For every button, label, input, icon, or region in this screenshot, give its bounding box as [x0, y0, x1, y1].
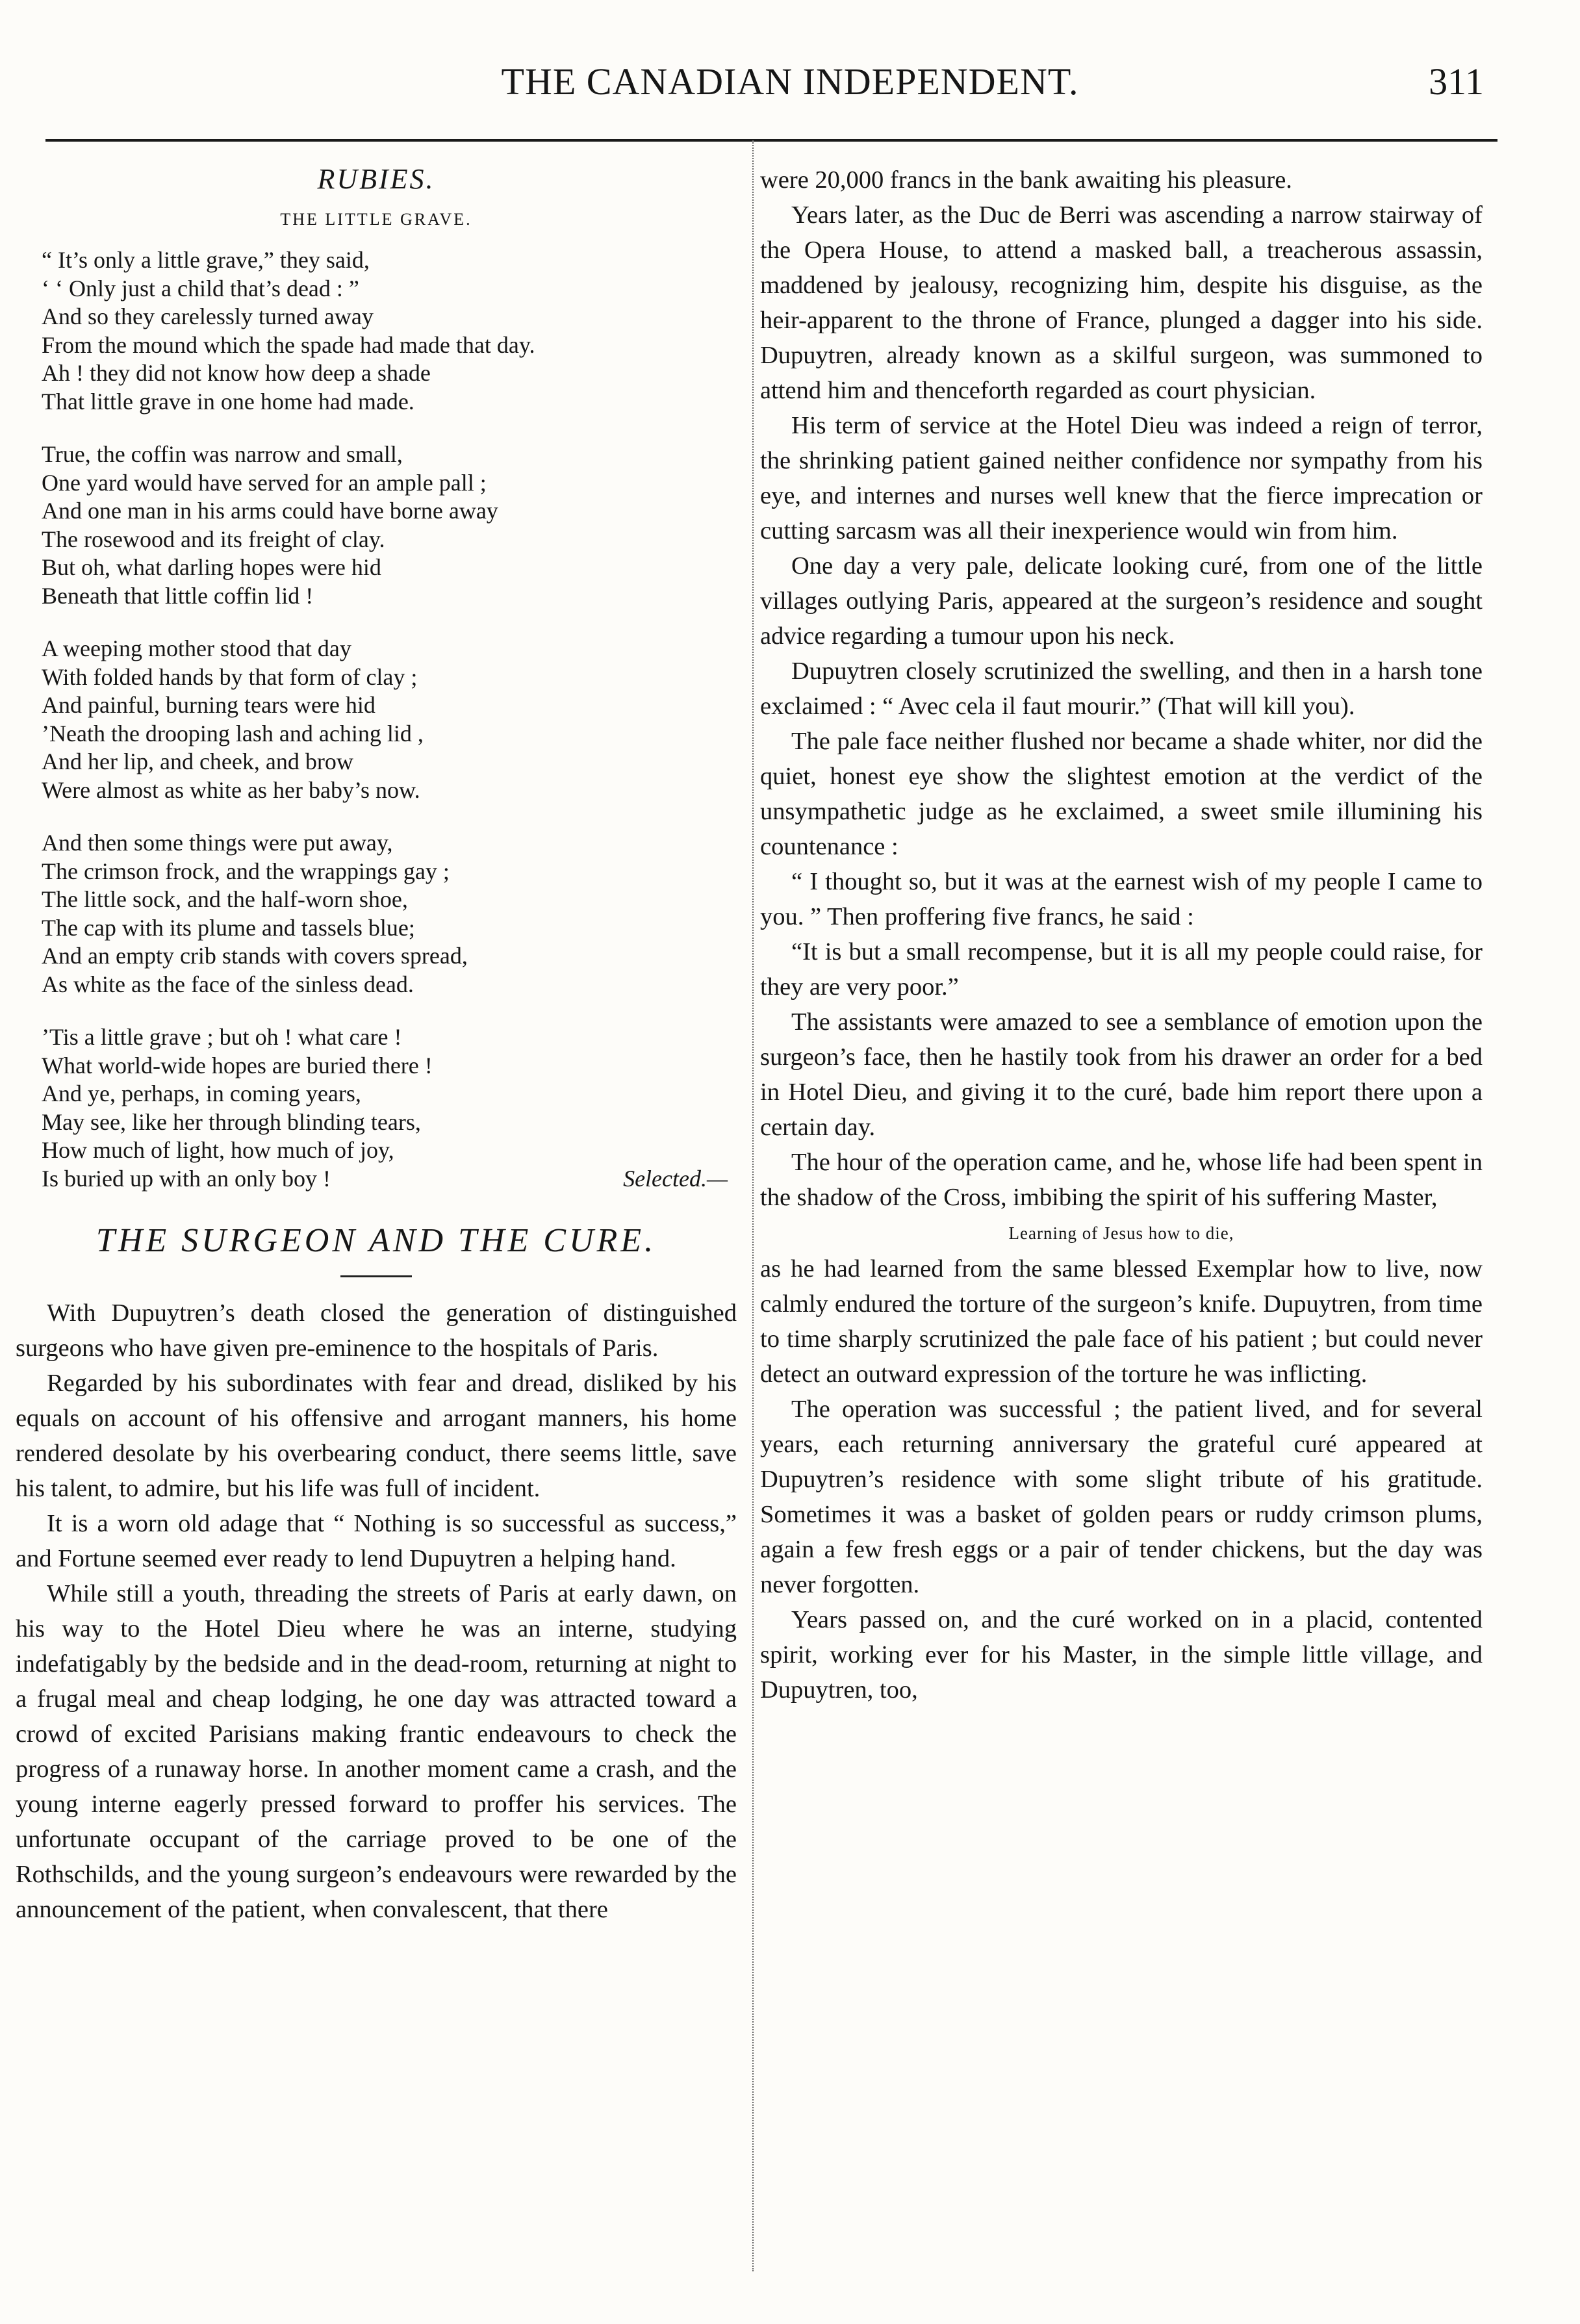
poem-line: The rosewood and its freight of clay. [42, 526, 385, 552]
article-body-left [16, 1296, 737, 1927]
poem-title: THE LITTLE GRAVE. [280, 210, 472, 229]
poem-line: And ye, perhaps, in coming years, [42, 1080, 361, 1106]
poem-line: But oh, what darling hopes were hid [42, 554, 381, 580]
paragraph: “ I thought so, but it was at the earnest wish of my people I came to you. ” Then proffering five francs, he said : [760, 868, 1483, 930]
poem-line: May see, like her through blinding tears, [42, 1108, 421, 1135]
poem-line: Beneath that little coffin lid ! [42, 582, 314, 609]
poem-line: With folded hands by that form of clay ; [42, 663, 418, 690]
poem-line: And her lip, and cheek, and brow [42, 748, 353, 774]
poem-last-line-row [42, 1165, 737, 1194]
paragraph: The operation was successful ; the patient lived, and for several years, each returning anniversary the grateful curé appeared at Dupuytren’s residence with some slight tribute of his gratitude. Sometimes it was a basket of golden pears or ruddy crimson plums, again a few fresh eggs or a pair of tender chickens, but the day was never forgotten. [760, 1396, 1483, 1598]
poem-line: As white as the face of the sinless dead. [42, 971, 414, 997]
poem-line: ’Neath the drooping lash and aching lid , [42, 720, 424, 747]
poem-stanza [42, 635, 737, 804]
paragraph: Years later, as the Duc de Berri was ascending a narrow stairway of the Opera House, to attend a masked ball, a treacherous assassin, maddened by jealousy, recognizing him, despite his disguise, as the heir-apparent to the throne of France, plunged a dagger into his side. Dupuytren, already known as a skilful surgeon, was summoned to attend him and thenceforth regarded as court physician. [760, 201, 1483, 404]
paragraph: Years passed on, and the curé worked on in a placid, contented spirit, working ever for his Master, in the simple little village, and Dupuytren, too, [760, 1606, 1483, 1704]
poem-line: The crimson frock, and the wrappings gay ; [42, 858, 450, 884]
poem-line: A weeping mother stood that day [42, 635, 351, 661]
paragraph: The pale face neither flushed nor became a shade whiter, nor did the quiet, honest eye show the slightest emotion at the verdict of the unsympathetic judge as he exclaimed, a sweet smile illumining his countenance : [760, 728, 1483, 860]
poem-line: Were almost as white as her baby’s now. [42, 776, 420, 803]
poem-signature: Selected.— [623, 1165, 728, 1192]
header-rule [45, 139, 1497, 142]
poem-line: True, the coffin was narrow and small, [42, 441, 403, 467]
poem-line: One yard would have served for an ample pall ; [42, 469, 487, 496]
poem-line: That little grave in one home had made. [42, 388, 414, 415]
section-title: RUBIES. [317, 163, 435, 195]
paragraph: While still a youth, threading the streets of Paris at early dawn, on his way to the Hotel Dieu where he was an interne, studying indefatigably by the bedside and in the dead-room, returning at night to a frugal meal and cheap lodging, he one day was attracted toward a crowd of excited Parisians making frantic endeavours to check the progress of a runaway horse. In another moment came a crash, and the young interne eagerly pressed forward to proffer his services. The unfortunate occupant of the carriage proved to be one of the Rothschilds, and the young surgeon’s endeavours were rewarded by the announcement of the patient, when convalescent, that there [16, 1580, 737, 1923]
poem-line: ‘ ‘ Only just a child that’s dead : ” [42, 275, 359, 301]
poem-line: How much of light, how much of joy, [42, 1137, 394, 1163]
poem-line: What world-wide hopes are buried there ! [42, 1052, 433, 1079]
poem-line: And painful, burning tears were hid [42, 692, 376, 718]
paragraph: The assistants were amazed to see a semblance of emotion upon the surgeon’s face, then he hastily took from his drawer an order for a bed in Hotel Dieu, and giving it to the curé, bade him report there upon a certain day. [760, 1008, 1483, 1141]
poem-stanza [42, 829, 737, 999]
poem-line: Ah ! they did not know how deep a shade [42, 360, 431, 386]
poem [16, 246, 737, 1193]
paragraph: were 20,000 francs in the bank awaiting his pleasure. [760, 166, 1292, 194]
column-divider [752, 140, 754, 2271]
left-column [16, 162, 737, 1927]
paragraph: Regarded by his subordinates with fear and dread, disliked by his equals on account of his offensive and arrogant manners, his home rendered desolate by his overbearing conduct, there seems little, save his talent, to admire, but his life was full of incident. [16, 1370, 737, 1502]
poem-line: From the mound which the spade had made that day. [42, 331, 535, 358]
page-number: 311 [1429, 60, 1484, 103]
running-title: THE CANADIAN INDEPENDENT. [501, 60, 1079, 103]
poem-stanza [42, 441, 737, 610]
poem-line: And one man in his arms could have borne away [42, 498, 498, 524]
poem-line: The little sock, and the half-worn shoe, [42, 886, 408, 912]
paragraph: The hour of the operation came, and he, whose life had been spent in the shadow of the Cross, imbibing the spirit of his suffering Master, [760, 1149, 1483, 1211]
poem-stanza [42, 246, 737, 416]
title-rule [340, 1275, 412, 1277]
article-body-right [760, 162, 1483, 1707]
paragraph: It is a worn old adage that “ Nothing is so successful as success,” and Fortune seemed ever ready to lend Dupuytren a helping hand. [16, 1510, 737, 1572]
poem-line: “ It’s only a little grave,” they said, [42, 247, 370, 273]
paragraph: as he had learned from the same blessed Exemplar how to live, now calmly endured the torture of the surgeon’s knife. Dupuytren, from time to time sharply scrutinized the pale face of his patient ; but could never detect an outward expression of the torture he was inflicting. [760, 1255, 1483, 1388]
paragraph: His term of service at the Hotel Dieu was indeed a reign of terror, the shrinking patient gained neither confidence nor sympathy from his eye, and internes and nurses well knew that the fierce imprecation or cutting sarcasm was all their inexperience would win from him. [760, 412, 1483, 544]
paragraph: “It is but a small recompense, but it is all my people could raise, for they are very poor.” [760, 938, 1483, 1001]
paragraph: One day a very pale, delicate looking curé, from one of the little villages outlying Paris, appeared at the surgeon’s residence and sought advice regarding a tumour upon his neck. [760, 552, 1483, 650]
quoted-verse: Learning of Jesus how to die, [1008, 1223, 1234, 1243]
right-column [760, 162, 1483, 1707]
poem-line: And then some things were put away, [42, 830, 393, 856]
poem-line: And so they carelessly turned away [42, 303, 374, 329]
paragraph: Dupuytren closely scrutinized the swelling, and then in a harsh tone exclaimed : “ Avec cela il faut mourir.” (That will kill you). [760, 658, 1483, 720]
poem-line: ’Tis a little grave ; but oh ! what care ! [42, 1024, 402, 1050]
poem-stanza [42, 1023, 737, 1193]
article-title: THE SURGEON AND THE CURE. [96, 1222, 657, 1259]
page-header [0, 60, 1580, 112]
poem-line: And an empty crib stands with covers spread, [42, 943, 468, 969]
poem-line: The cap with its plume and tassels blue; [42, 914, 415, 941]
poem-line: Is buried up with an only boy ! [42, 1165, 331, 1192]
paragraph: With Dupuytren’s death closed the generation of distinguished surgeons who have given pre-eminence to the hospitals of Paris. [16, 1299, 737, 1362]
